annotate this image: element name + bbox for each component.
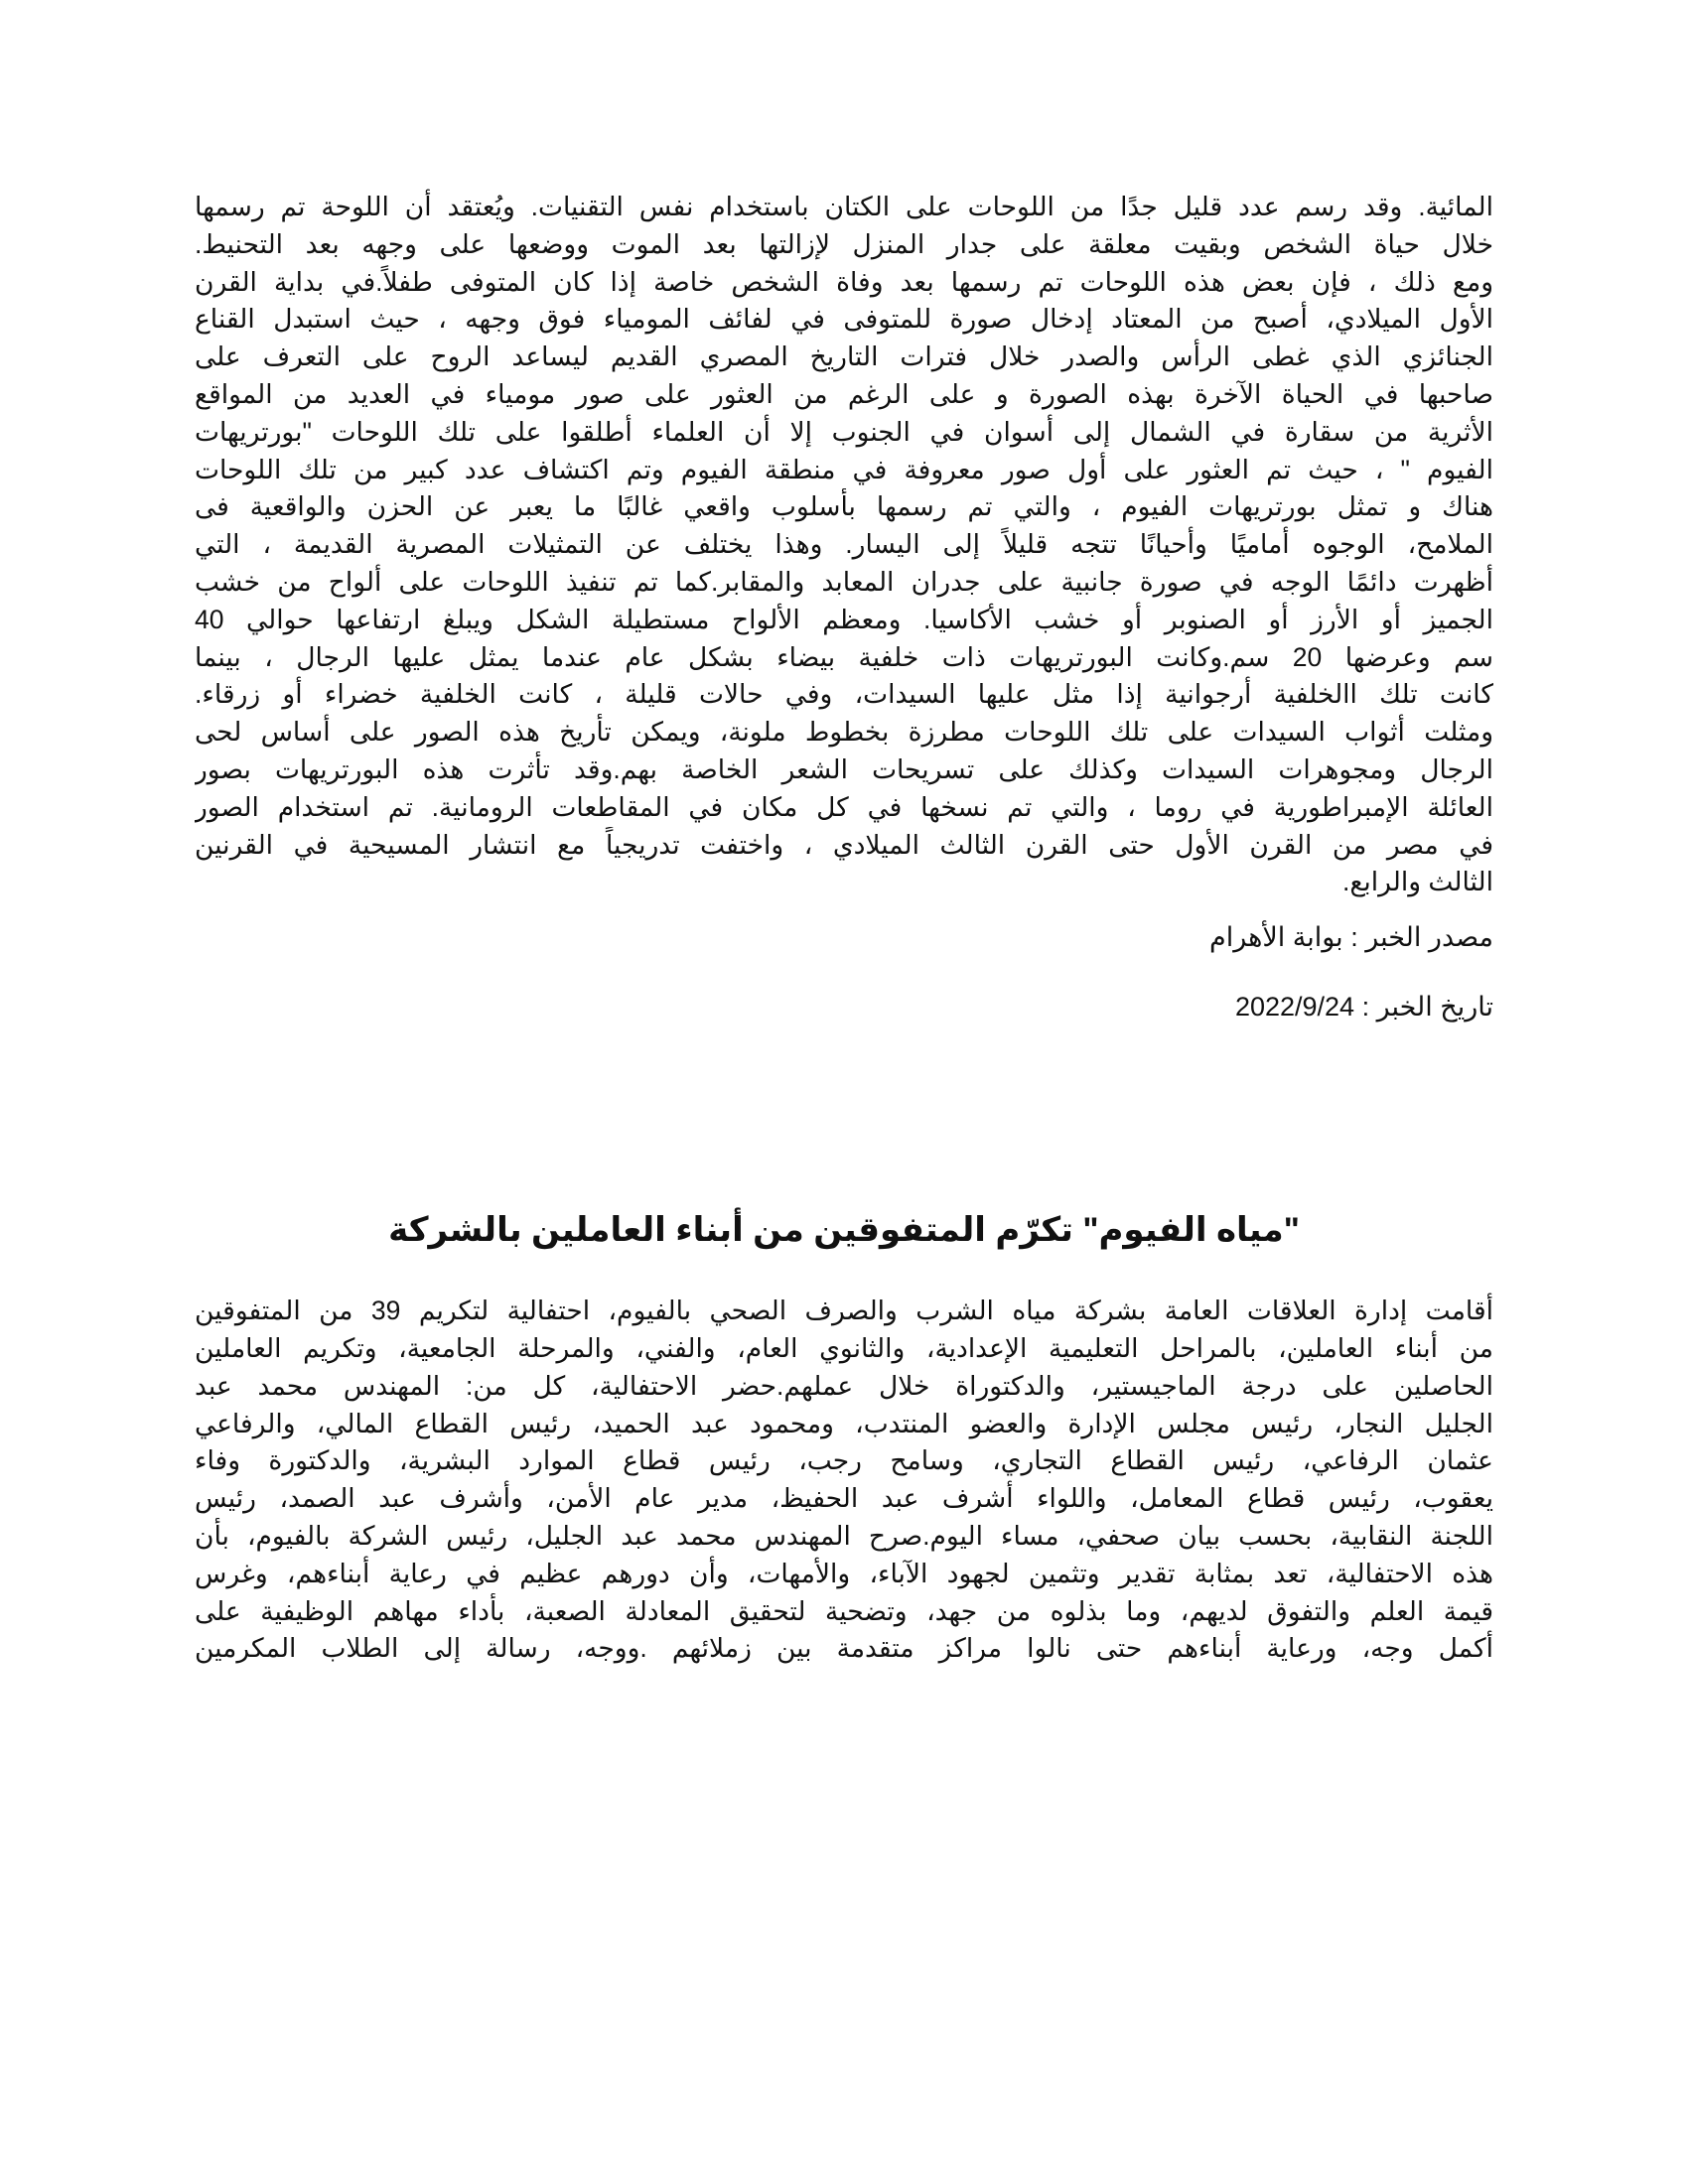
paragraph-line: خلال حياة الشخص وبقيت معلقة على جدار المنزل لإزالتها بعد الموت ووضعها على وجهه بعد التحنيط.	[195, 228, 1493, 259]
paragraph-line: المائية. وقد رسم عدد قليل جدًا من اللوحات على الكتان باستخدام نفس التقنيات. ويُعتقد أن اللوحة تم رسمها	[195, 192, 1493, 221]
document-page	[195, 189, 1493, 1668]
paragraph-line: يعقوب، رئيس قطاع المعامل، واللواء أشرف عبد الحفيظ، مدير عام الأمن، وأشرف عبد الصمد، رئيس	[195, 1483, 1493, 1514]
paragraph-line: قيمة العلم والتفوق لديهم، وما بذلوه من جهد، وتضحية لتحقيق المعادلة الصعبة، بأداء مهاهم الوظيفية على	[195, 1595, 1493, 1626]
paragraph-line: هناك و تمثل بورتريهات الفيوم ، والتي تم رسمها بأسلوب واقعي غالبًا ما يعبر عن الحزن والواقعية فى	[195, 491, 1493, 522]
article-water-company-honors	[195, 1293, 1493, 1668]
news-date: تاريخ الخبر : 2022/9/24	[1234, 992, 1493, 1023]
paragraph-line: عثمان الرفاعي، رئيس القطاع التجاري، وسامح رجب، رئيس قطاع الموارد البشرية، والدكتورة وفاء	[195, 1445, 1493, 1476]
paragraph-line: الحاصلين على درجة الماجيستير، والدكتوراة خلال عملهم.حضر الاحتفالية، كل من: المهندس محمد عبد	[195, 1370, 1493, 1401]
article-headline: "مياه الفيوم" تكرّم المتفوقين من أبناء العاملين بالشركة	[388, 1211, 1300, 1250]
paragraph-line: ومع ذلك ، فإن بعض هذه اللوحات تم رسمها بعد وفاة الشخص خاصة إذا كان المتوفى طفلاً.في بداية القرن	[195, 266, 1493, 297]
paragraph-line: الأول الميلادي، أصبح من المعتاد إدخال صورة للمتوفى في لفائف المومياء فوق وجهه ، حيث استبدل القناع	[195, 304, 1493, 335]
paragraph-line: هذه الاحتفالية، تعد بمثابة تقدير وتثمين لجهود الآباء، والأمهات، وأن دورهم عظيم في رعاية أبناءهم، وغرس	[195, 1558, 1493, 1588]
paragraph-line: سم وعرضها 20 سم.وكانت البورتريهات ذات خلفية بيضاء بشكل عام عندما يمثل عليها الرجال ، بينما	[195, 641, 1493, 672]
paragraph-line: الجميز أو الأرز أو الصنوبر أو خشب الأكاسيا. ومعظم الألواح مستطيلة الشكل ويبلغ ارتفاعها حوالي 40	[195, 604, 1493, 634]
paragraph-line: أقامت إدارة العلاقات العامة بشركة مياه الشرب والصرف الصحي بالفيوم، احتفالية لتكريم 39 من المتفوقين	[195, 1296, 1493, 1326]
article-body	[195, 1293, 1493, 1668]
paragraph-line: أظهرت دائمًا الوجه في صورة جانبية على جدران المعابد والمقابر.كما تم تنفيذ اللوحات على ألواح من خشب	[195, 566, 1493, 597]
article-body	[195, 189, 1493, 901]
paragraph-line: من أبناء العاملين، بالمراحل التعليمية الإعدادية، والثانوي العام، والفني، والمرحلة الجامعية، وتكريم العاملين	[195, 1332, 1493, 1363]
paragraph-line: الجليل النجار، رئيس مجلس الإدارة والعضو المنتدب، ومحمود عبد الحميد، رئيس القطاع المالي، والرفاعي	[195, 1408, 1493, 1438]
paragraph-line: العائلة الإمبراطورية في روما ، والتي تم نسخها في كل مكان في المقاطعات الرومانية. تم استخدام الصور	[195, 791, 1493, 822]
paragraph-line: الجنائزي الذي غطى الرأس والصدر خلال فترات التاريخ المصري القديم ليساعد الروح على التعرف على	[195, 341, 1493, 372]
paragraph-line: اللجنة النقابية، بحسب بيان صحفي، مساء اليوم.صرح المهندس محمد عبد الجليل، رئيس الشركة بالفيوم، بأن	[195, 1520, 1493, 1551]
news-source: مصدر الخبر : بوابة الأهرام	[1208, 922, 1493, 953]
paragraph-line: أكمل وجه، ورعاية أبناءهم حتى نالوا مراكز متقدمة بين زملائهم .ووجه، رسالة إلى الطلاب المكرمين	[195, 1633, 1493, 1664]
paragraph-line: الملامح، الوجوه أماميًا وأحيانًا تتجه قليلاً إلى اليسار. وهذا يختلف عن التمثيلات المصرية القديمة ، التي	[195, 529, 1493, 560]
paragraph-line: صاحبها في الحياة الآخرة بهذه الصورة و على الرغم من العثور على صور مومياء في العديد من المواقع	[195, 378, 1493, 409]
paragraph-line: كانت تلك االخلفية أرجوانية إذا مثل عليها السيدات، وفي حالات قليلة ، كانت الخلفية خضراء أو زرقاء.	[195, 679, 1493, 710]
paragraph-line: ومثلت أثواب السيدات على تلك اللوحات مطرزة بخطوط ملونة، ويمكن تأريخ هذه الصور على أساس لحى	[195, 717, 1493, 748]
paragraph-line: الفيوم " ، حيث تم العثور على أول صور معروفة في منطقة الفيوم وتم اكتشاف عدد كبير من تلك اللوحات	[195, 454, 1493, 484]
paragraph-line: الأثرية من سقارة في الشمال إلى أسوان في الجنوب إلا أن العلماء أطلقوا على تلك اللوحات "بورتريهات	[195, 416, 1493, 447]
paragraph-line: في مصر من القرن الأول حتى القرن الثالث الميلادي ، واختفت تدريجياً مع انتشار المسيحية في القرنين	[195, 829, 1493, 860]
article-fayoum-portraits	[195, 189, 1493, 1026]
paragraph-line: الرجال ومجوهرات السيدات وكذلك على تسريحات الشعر الخاصة بهم.وقد تأثرت هذه البورتريهات بصور	[195, 753, 1493, 784]
paragraph-line: الثالث والرابع.	[1341, 867, 1493, 897]
